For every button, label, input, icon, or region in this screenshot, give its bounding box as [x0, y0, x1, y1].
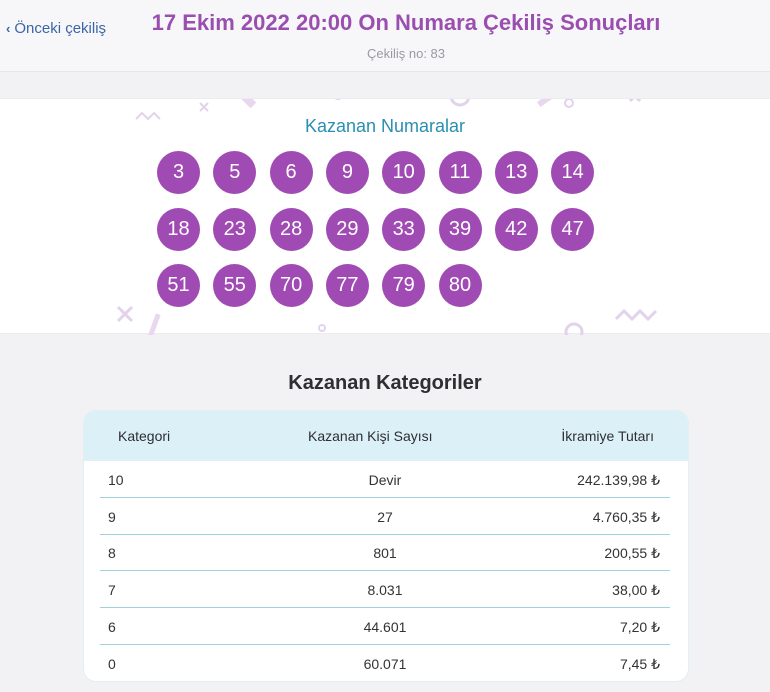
cell-category: 9 [108, 508, 116, 525]
cell-winners: 44.601 [363, 618, 407, 635]
header-prize: İkramiye Tutarı [561, 428, 654, 444]
number-ball: 70 [270, 264, 313, 307]
cell-winners: 60.071 [363, 655, 407, 672]
cell-prize: 242.139,98 ₺ [577, 472, 660, 488]
cell-prize: 7,45 ₺ [619, 655, 660, 672]
number-ball: 5 [213, 151, 256, 194]
table-row [100, 535, 670, 571]
cell-category: 8 [108, 545, 116, 562]
number-ball: 55 [213, 264, 256, 307]
number-ball: 23 [213, 208, 256, 251]
number-ball: 47 [551, 208, 594, 251]
cell-category: 6 [108, 618, 116, 635]
number-ball: 42 [495, 208, 538, 251]
cell-prize: 38,00 ₺ [612, 582, 660, 599]
number-ball: 28 [270, 208, 313, 251]
prize-table [84, 411, 688, 681]
categories-title: Kazanan Kategoriler [288, 372, 482, 394]
cell-category: 0 [108, 655, 116, 672]
number-ball: 18 [157, 208, 200, 251]
winning-numbers-panel [0, 98, 770, 334]
number-ball: 51 [157, 264, 200, 307]
cell-winners: 801 [373, 545, 397, 562]
table-row [100, 609, 670, 645]
table-row [100, 646, 670, 682]
table-row [100, 462, 670, 498]
number-ball: 29 [326, 208, 369, 251]
draw-number: Çekiliş no: 83 [366, 46, 446, 61]
cell-prize: 4.760,35 ₺ [592, 508, 660, 525]
cell-winners: 27 [377, 508, 393, 525]
number-ball: 10 [382, 151, 425, 194]
page-header [0, 0, 770, 72]
cell-winners: Devir [368, 472, 402, 488]
number-ball: 79 [382, 264, 425, 307]
cell-prize: 7,20 ₺ [619, 618, 660, 635]
previous-draw-label: Önceki çekiliş [14, 20, 107, 37]
table-header [84, 411, 688, 461]
number-ball: 13 [495, 151, 538, 194]
winning-numbers-title: Kazanan Numaralar [304, 116, 466, 136]
number-ball: 80 [439, 264, 482, 307]
cell-category: 7 [108, 582, 116, 599]
cell-category: 10 [108, 472, 124, 488]
chevron-left-icon: ‹ [6, 21, 11, 36]
number-ball: 77 [326, 264, 369, 307]
cell-winners: 8.031 [367, 582, 403, 599]
cell-prize: 200,55 ₺ [604, 545, 660, 562]
table-row [100, 499, 670, 535]
header-kategori: Kategori [118, 428, 171, 444]
number-ball: 3 [157, 151, 200, 194]
number-ball: 6 [270, 151, 313, 194]
page-title: 17 Ekim 2022 20:00 On Numara Çekiliş Sonuçları [151, 10, 661, 35]
number-ball: 14 [551, 151, 594, 194]
number-ball: 11 [439, 151, 482, 194]
header-winners: Kazanan Kişi Sayısı [308, 428, 433, 444]
number-ball: 39 [439, 208, 482, 251]
table-row [100, 572, 670, 608]
number-ball: 33 [382, 208, 425, 251]
number-ball: 9 [326, 151, 369, 194]
